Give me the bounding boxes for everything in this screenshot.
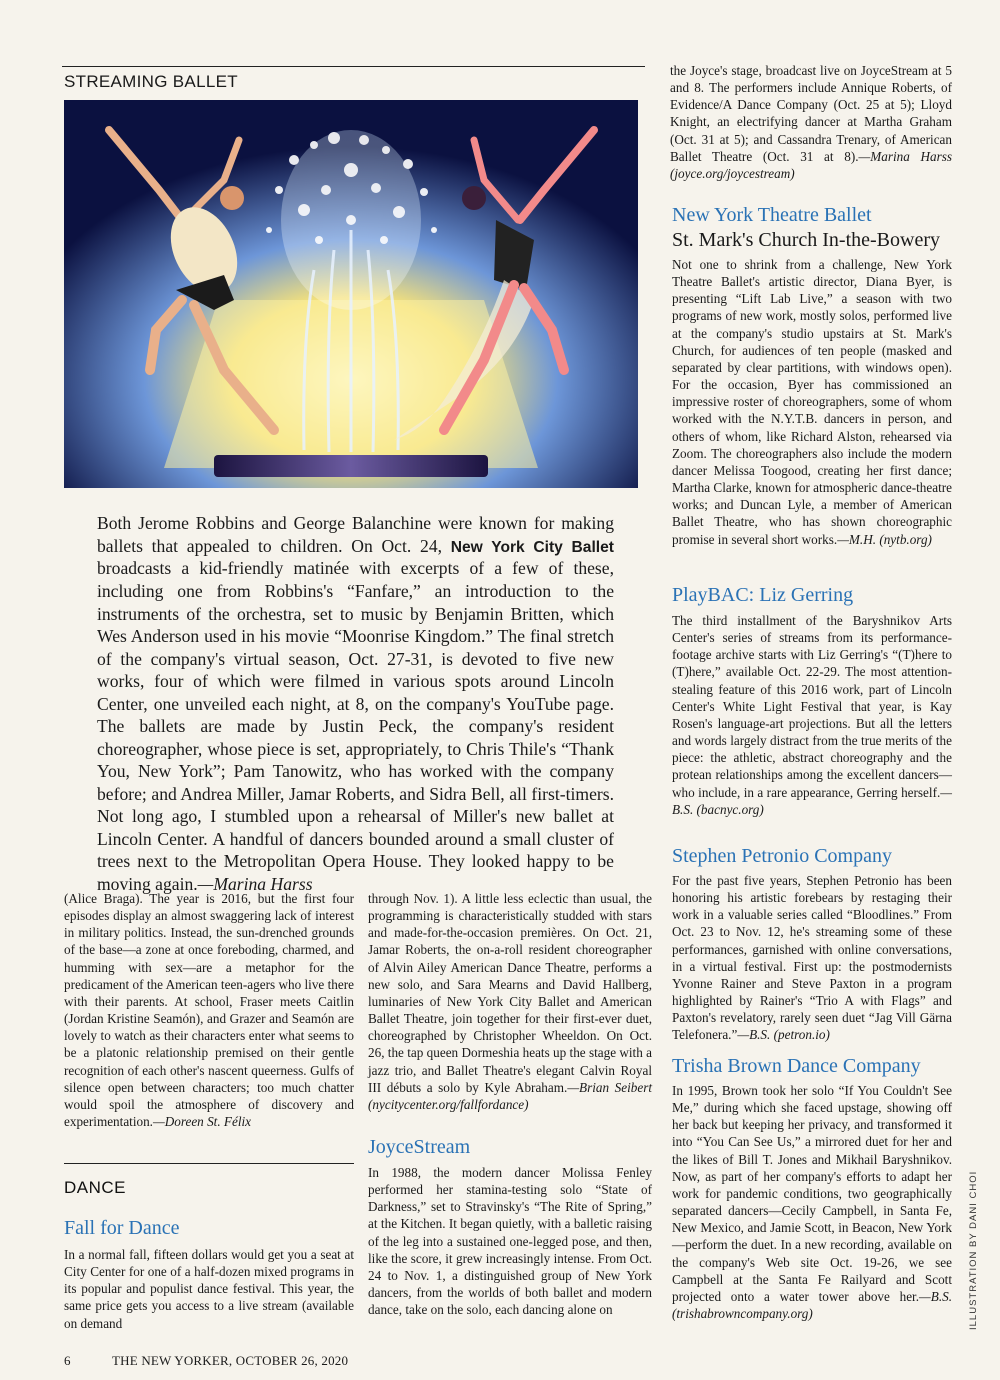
illustration-credit: ILLUSTRATION BY DANI CHOI <box>968 1170 979 1330</box>
trisha-signature: —B.S. (trishabrowncompany.org) <box>672 1288 952 1322</box>
heading-nytb: New York Theatre Ballet <box>672 204 872 226</box>
nytb-signature: —M.H. (nytb.org) <box>837 531 932 547</box>
lead-signature: —Marina Harss <box>197 873 313 894</box>
left-top-signature: —Doreen St. Félix <box>152 1114 252 1130</box>
right-column-top-text <box>670 62 952 182</box>
footer-page-number: 6 <box>64 1353 71 1368</box>
top-rule-left <box>62 66 645 67</box>
heading-playbac: PlayBAC: Liz Gerring <box>672 584 854 606</box>
petronio-text <box>672 872 952 1044</box>
heading-fall-for-dance: Fall for Dance <box>64 1217 180 1239</box>
dance-rule <box>64 1163 354 1164</box>
ballet-illustration <box>64 100 638 488</box>
lead-bold-company: New York City Ballet <box>450 538 614 556</box>
heading-petronio: Stephen Petronio Company <box>672 845 892 867</box>
playbac-text <box>672 612 952 818</box>
footer-publication: THE NEW YORKER, OCTOBER 26, 2020 <box>112 1353 349 1368</box>
joycestream-text: In 1988, the modern dancer Molissa Fenley performed her stamina-testing solo “State of Darkness,” set to Stravinsky's “The Rite of Spring,” at the Kitchen. It began quietly, with a balletic raising of the leg into a sustained one-legged pose, and then, like the score, it grew increasingly intense. From Oct. 24 to Nov. 1, a distinguished group of New York dancers, from the worlds of both ballet and modern dance, take on the solo, each dancing alone on <box>368 1165 652 1318</box>
petronio-body: For the past five years, Stephen Petronio has been honoring his artistic forebears by restaging their work in a valuable series called “Bloodlines.” From Oct. 23 to Nov. 12, he's streaming some of these performances, garnished with online conversations, in a virtual festival. First up: the postmodernists Yvonne Rainer and Steve Paxton in a program highlighted by Rainer's “Trio A with Flags” and Paxton's revelatory, rarely seen duet “Jag Vill Gärna Telefonera.” <box>672 873 952 1043</box>
lead-paragraph <box>97 512 614 895</box>
lead-text-1: Both Jerome Robbins and George Balanchine were known for making ballets that appealed to children. On Oct. 24, <box>97 513 614 556</box>
heading-joycestream: JoyceStream <box>368 1136 471 1158</box>
right-top-signature: —Marina Harss (joyce.org/joycestream) <box>670 148 952 181</box>
fall-for-dance-text: In a normal fall, fifteen dollars would get you a seat at City Center for one of a half-dozen mixed programs in its popular and populist dance festival. This year, the same price gets you access to a live stream (available on demand <box>64 1247 354 1331</box>
section-label-dance: DANCE <box>64 1178 127 1197</box>
middle-top-text: through Nov. 1). A little less eclectic than usual, the programming is characteristically studded with stars and made-for-the-occasion premières. On Oct. 21, Jamar Roberts, the on-a-roll resident choreographer of Alvin Ailey American Dance Theatre, performs a new solo, and Sara Mearns and David Hallberg, luminaries of New York City Ballet and American Ballet Theatre, join together for their first-ever duet, choreographed by Christopher Wheeldon. On Oct. 26, the tap queen Dormeshia heats up the stage with a jazz trio, and Ballet Theatre's elegant Calvin Royal III débuts a solo by Kyle Abraham. <box>368 891 652 1095</box>
section-label-streaming-ballet: STREAMING BALLET <box>64 72 238 91</box>
middle-column-text <box>368 890 652 1113</box>
petronio-signature: —B.S. (petron.io) <box>737 1027 830 1043</box>
trisha-brown-text <box>672 1082 952 1322</box>
playbac-signature: —B.S. (bacnyc.org) <box>672 784 952 817</box>
nytb-body: Not one to shrink from a challenge, New York Theatre Ballet's artistic director, Diana Byer, is presenting “Lift Lab Live,” a season with two programs of new work, mostly solos, performed live at the company's studio upstairs at St. Mark's Church, for audiences of ten people (masked and separated by clear partitions, with windows open). For the occasion, Byer has commissioned an impressive roster of choreographers, some of whom worked with the N.Y.T.B. dancers in person, and others of whom, like Richard Alston, rehearsed via Zoom. The choreographers also include the modern dancer Melissa Toogood, creating her first dance; Martha Clarke, known for atmospheric dance-theatre works; and Duncan Lyle, a member of American Ballet Theatre, who has shown choreographic promise in several short works. <box>672 257 952 547</box>
trisha-body: In 1995, Brown took her solo “If You Couldn't See Me,” during which she faced upstage, showing off her back but keeping her privacy, and transformed it into “You Can See Us,” a mirrored duet for her and the likes of Bill T. Jones and Mikhail Baryshnikov. Now, as part of her company's efforts to adapt her work for pandemic conditions, two geographically separated dancers—Cecily Campbell, in Santa Fe, New Mexico, and Jamie Scott, in Beacon, New York—perform the duet. In a new recording, available on the company's Web site Oct. 19-26, we see Campbell at the Santa Fe Railyard and Scott projected onto a water tower above her. <box>672 1083 952 1304</box>
right-top-text: the Joyce's stage, broadcast live on JoyceStream at 5 and 8. The performers include Annique Roberts, of Evidence/A Dance Company (Oct. 25 at 5); Lloyd Knight, an electrifying dancer at Martha Graham (Oct. 31 at 5); and Cassandra Trenary, of American Ballet Theatre (Oct. 31 at 8). <box>670 63 952 164</box>
heading-trisha-brown: Trisha Brown Dance Company <box>672 1055 921 1077</box>
subheading-nytb-venue: St. Mark's Church In-the-Bowery <box>672 229 940 251</box>
left-top-text: (Alice Braga). The year is 2016, but the first four episodes display an almost swaggering lack of interest in military politics. Instead, the sun-drenched grounds of the base—a zone at once foreboding, charmed, and humming with sex—are a metaphor for the predicament of the American teen-agers who live there with their parents. At school, Fraser meets Caitlin (Jordan Kristine Seamón), and Grazer and Seamón are lovely to watch as their characters enter what seems to be a platonic relationship premised on their gentle recognition of each other's nascent queerness. Gulfs of silence open between characters; too much chatter would spoil the atmosphere of discovery and experimentation. <box>64 891 354 1130</box>
playbac-body: The third installment of the Baryshnikov Arts Center's series of streams from its performance-footage archive starts with Liz Gerring's “(T)here to (T)here,” available Oct. 22-29. The most attention-stealing feature of this 2016 work, part of Lincoln Center's White Light Festival that year, is Kay Rosen's language-art projections. But all the letters and words largely distract from the true merits of the piece: the athletic, abstract choreography and the protean relationships among the excellent dancers—who include, in a rare appearance, Gerring herself. <box>672 613 952 800</box>
left-column-text <box>64 890 354 1130</box>
lead-text-2: broadcasts a kid-friendly matinée with excerpts of a few of these, including one from Robbins's “Fanfare,” an introduction to the instruments of the orchestra, set to music by Benjamin Britten, which Wes Anderson used in his movie “Moonrise Kingdom.” The final stretch of the company's virtual season, Oct. 27-31, is devoted to five new works, four of which were filmed in various spots around Lincoln Center, one unveiled each night, at 8, on the company's YouTube page. The ballets are made by Justin Peck, the company's resident choreographer, whose piece is set, appropriately, to Chris Thile's “Thank You, New York”; Pam Tanowitz, who has worked with the company before; and Andrea Miller, Jamar Roberts, and Sidra Bell, all first-timers. Not long ago, I stumbled upon a rehearsal of Miller's new ballet at Lincoln Center. A handful of dancers bounded around a small cluster of trees next to the Metropolitan Opera House. They looked happy to be moving again. <box>97 558 614 894</box>
middle-top-signature: —Brian Seibert (nycitycenter.org/fallfordance) <box>368 1079 652 1112</box>
nytb-text <box>672 256 952 548</box>
